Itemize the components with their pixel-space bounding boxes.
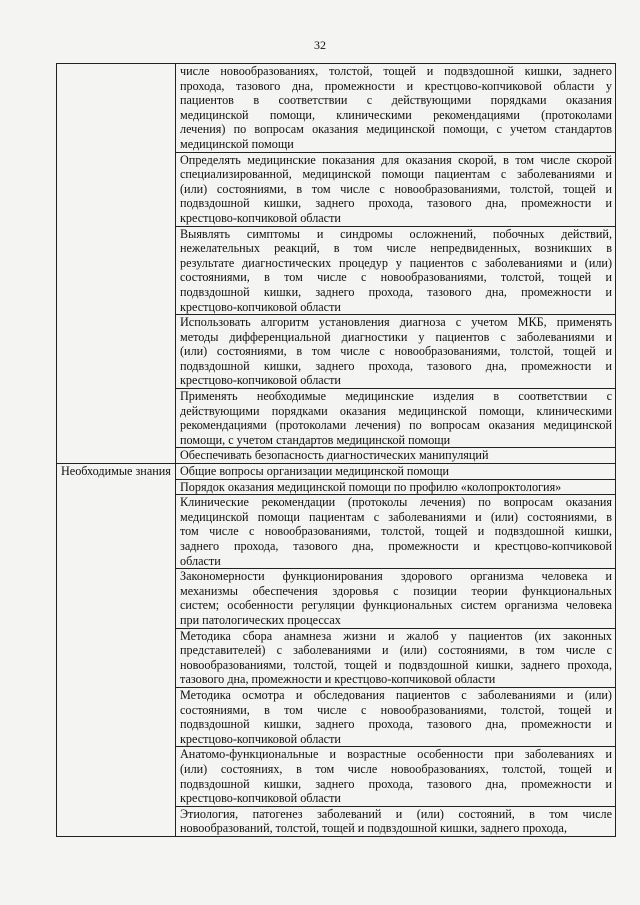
requirement-cell <box>176 315 616 389</box>
requirement-line: Методика сбора анамнеза жизни и жалоб у пациентов (их законных <box>180 628 612 643</box>
requirement-line: Выявлять симптомы и синдромы осложнений, побочных действий, <box>180 226 612 241</box>
requirement-line: результате диагностических процедур у пациентов с заболеваниями и (или) <box>180 255 612 270</box>
requirement-line: числе новообразованиях, толстой, тощей и подвздошной кишки, заднего <box>180 64 612 78</box>
requirement-line: крестцово-копчиковой области <box>180 299 341 314</box>
requirement-line: медицинской помощи, клиническими рекомендациями (протоколами <box>180 107 612 122</box>
requirement-line: (или) состояниями, в том числе с новообразованиями, толстой, тощей и <box>180 181 612 196</box>
requirement-line: методы дифференциальной диагностики у пациентов с заболеваниями и <box>180 329 612 344</box>
requirement-line: крестцово-копчиковой области <box>180 791 341 806</box>
requirement-line: Анатомо-функциональные и возрастные особенности при заболеваниях и <box>180 747 612 762</box>
requirement-line: Этиология, патогенез заболеваний и (или) состояний, в том числе <box>180 806 612 821</box>
requirement-line: заднего прохода, тазового дна, промежности и крестцово-копчиковой <box>180 539 612 553</box>
requirement-line: специализированной, медицинской помощи пациентам с заболеваниями и <box>180 167 612 182</box>
requirement-line: пациентов в соответствии с действующими порядками оказания <box>180 93 612 108</box>
requirement-line: подвздошной кишки, заднего прохода, тазового дна, промежности и <box>180 196 612 211</box>
requirement-cell <box>176 687 616 746</box>
requirement-cell <box>176 747 616 806</box>
requirement-line: систем; особенности регуляции функциональных систем организма человека <box>180 598 612 613</box>
requirement-cell <box>176 479 616 495</box>
requirement-line: (или) состояниях, в том числе новообразованиях, толстой, тощей и <box>180 761 612 776</box>
requirement-line: нежелательных реакций, в том числе непредвиденных, возникших в <box>180 241 612 256</box>
requirement-cell <box>176 64 616 153</box>
requirement-line: крестцово-копчиковой области <box>180 373 341 388</box>
requirement-line: Общие вопросы организации медицинской помощи <box>180 464 449 479</box>
requirement-line: Порядок оказания медицинской помощи по профилю «колопроктология» <box>180 479 562 494</box>
section-label-cell <box>57 464 176 837</box>
table-row <box>57 464 616 480</box>
requirement-cell <box>176 495 616 569</box>
requirement-line: подвздошной кишки, заднего прохода, тазового дна, промежности и <box>180 776 612 791</box>
page-number: 32 <box>314 38 326 52</box>
competency-table <box>56 63 616 837</box>
requirement-line: состояниями, в том числе с новообразованиями, толстой, тощей и <box>180 702 612 717</box>
requirement-line: новообразованиями, толстой, тощей и подвздошной кишки, заднего прохода, <box>180 657 612 672</box>
requirement-line: новообразований, толстой, тощей и подвздошной кишки, заднего прохода, <box>180 821 568 836</box>
requirement-line: механизмы обеспечения здоровья с позиции теории функциональных <box>180 583 612 598</box>
requirement-line: Определять медицинские показания для оказания скорой, в том числе скорой <box>180 152 612 167</box>
requirement-line: подвздошной кишки, заднего прохода, тазового дна, промежности и <box>180 717 612 732</box>
requirement-line: крестцово-копчиковой области <box>180 210 341 225</box>
requirement-cell <box>176 226 616 315</box>
requirement-line: том числе с новообразованиями, толстой, тощей и подвздошной кишки, <box>180 524 612 539</box>
section-label-cell <box>57 64 176 464</box>
requirement-line: области <box>180 553 221 568</box>
requirement-line: подвздошной кишки, заднего прохода, тазового дна, промежности и <box>180 358 612 373</box>
requirement-line: Применять необходимые медицинские изделия в соответствии с <box>180 389 612 404</box>
requirement-line: представителей) с заболеваниями и (или) состояниями, в том числе с <box>180 643 612 658</box>
requirement-cell <box>176 464 616 480</box>
requirement-line: подвздошной кишки, заднего прохода, тазового дна, промежности и <box>180 284 612 299</box>
requirement-cell <box>176 152 616 226</box>
requirement-line: Методика осмотра и обследования пациентов с заболеваниями и (или) <box>180 687 612 702</box>
requirement-line: Использовать алгоритм установления диагноза с учетом МКБ, применять <box>180 315 612 330</box>
requirement-line: рекомендациями (протоколами лечения) по вопросам оказания медицинской <box>180 418 612 433</box>
requirement-line: медицинской помощи <box>180 136 294 151</box>
requirement-cell <box>176 389 616 448</box>
requirement-line: (или) состояниями, в том числе с новообразованиями, толстой, тощей и <box>180 344 612 359</box>
requirement-line: Клинические рекомендации (протоколы лечения) по вопросам оказания <box>180 495 612 510</box>
requirement-line: медицинской помощи пациентам с заболеваниями и (или) состояниями, в <box>180 509 612 524</box>
requirement-line: лечения) по вопросам оказания медицинской помощи, с учетом стандартов <box>180 122 612 137</box>
requirement-line: крестцово-копчиковой области <box>180 731 341 746</box>
requirement-cell <box>176 806 616 836</box>
requirement-line: тазового дна, промежности и крестцово-копчиковой области <box>180 672 496 687</box>
requirement-line: состояниями, в том числе с новообразованиями, толстой, тощей и <box>180 270 612 285</box>
requirement-line: помощи, с учетом стандартов медицинской помощи <box>180 432 451 447</box>
requirement-line: Закономерности функционирования здорового организма человека и <box>180 569 612 584</box>
requirement-line: действующими порядками оказания медицинской помощи, клиническими <box>180 403 612 418</box>
section-label: Необходимые знания <box>61 464 171 479</box>
requirement-line: Обеспечивать безопасность диагностических манипуляций <box>180 448 489 463</box>
requirement-line: прохода, тазового дна, промежности и крестцово-копчиковой области у <box>180 78 612 93</box>
table-row <box>57 64 616 153</box>
requirement-cell <box>176 569 616 628</box>
requirement-line: при патологических процессах <box>180 612 341 627</box>
requirement-cell <box>176 628 616 687</box>
requirement-cell <box>176 448 616 464</box>
